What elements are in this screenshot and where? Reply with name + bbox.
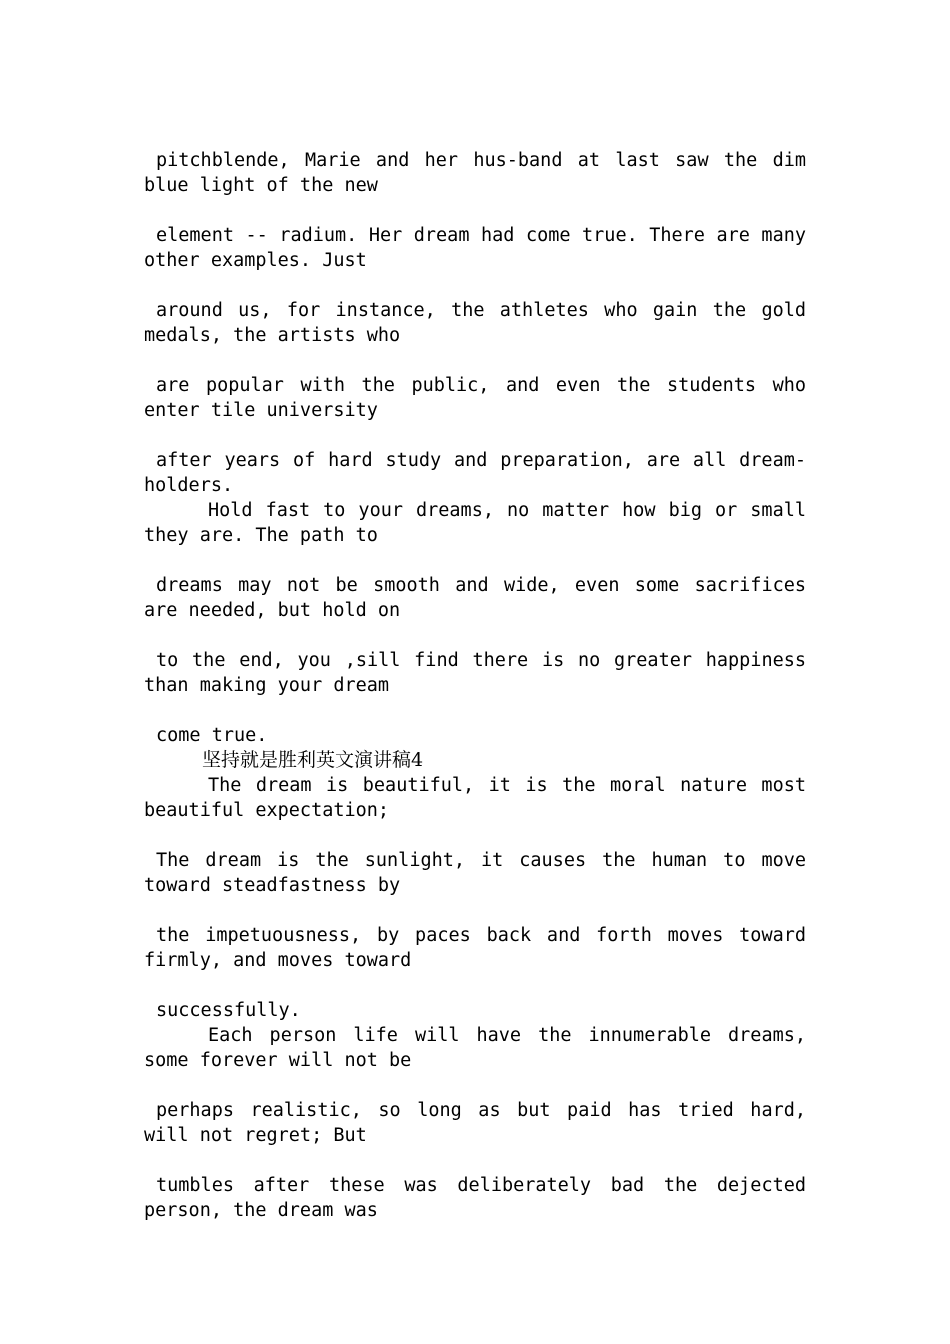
text-line: toward steadfastness by [144, 875, 401, 896]
text-line: element -- radium. Her dream had come true. There are many [156, 225, 806, 246]
text-line: are popular with the public, and even the students who [156, 375, 806, 396]
text-line: blue light of the new [144, 175, 378, 196]
document-body [144, 148, 806, 1223]
text-line: firmly, and moves toward [144, 950, 412, 971]
text-line: The dream is the sunlight, it causes the human to move [156, 850, 806, 871]
text-line: are needed, but hold on [144, 600, 401, 621]
text-line: pitchblende, Marie and her hus-band at last saw the dim [156, 150, 806, 171]
text-line: the impetuousness, by paces back and forth moves toward [156, 925, 806, 946]
text-line: some forever will not be [144, 1050, 412, 1071]
paragraph-start-line: Each person life will have the innumerable dreams, [208, 1025, 806, 1046]
text-line: enter tile university [144, 400, 378, 421]
text-line: tumbles after these was deliberately bad the dejected [156, 1175, 806, 1196]
text-line: after years of hard study and preparation, are all dream- [156, 450, 806, 471]
text-line: person, the dream was [144, 1200, 378, 1221]
text-line: holders. [144, 475, 234, 496]
text-line: dreams may not be smooth and wide, even some sacrifices [156, 575, 806, 596]
text-line: come true. [156, 725, 268, 746]
paragraph-start-line: The dream is beautiful, it is the moral nature most [208, 775, 806, 796]
text-line: than making your dream [144, 675, 390, 696]
text-line: medals, the artists who [144, 325, 401, 346]
text-line: around us, for instance, the athletes who gain the gold [156, 300, 806, 321]
paragraph-start-line: Hold fast to your dreams, no matter how big or small [208, 500, 806, 521]
text-line: they are. The path to [144, 525, 378, 546]
text-line: will not regret; But [144, 1125, 367, 1146]
section-heading: 坚持就是胜利英文演讲稿4 [202, 749, 424, 771]
text-line: perhaps realistic, so long as but paid has tried hard, [156, 1100, 806, 1121]
text-line: successfully. [156, 1000, 301, 1021]
text-line: other examples. Just [144, 250, 367, 271]
text-line: to the end, you ,sill find there is no greater happiness [156, 650, 806, 671]
text-line: beautiful expectation; [144, 800, 390, 821]
